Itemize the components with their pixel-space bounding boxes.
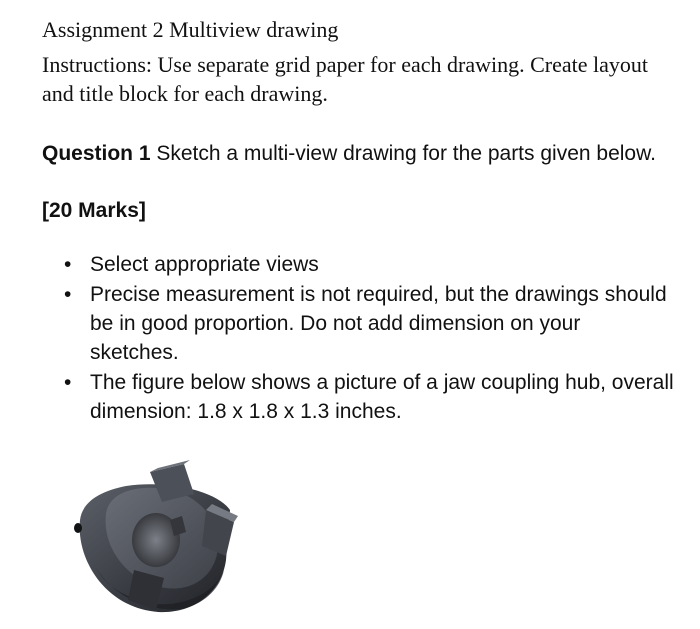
bullet-text: Precise measurement is not required, but the drawings should be in good proportion. Do not add dimension on your sketches. (90, 283, 667, 364)
bullet-text: The figure below shows a picture of a jaw coupling hub, overall dimension: 1.8 x 1.8 x 1.3 inches. (90, 371, 674, 423)
question-1 (42, 140, 662, 168)
question-marks: [20 Marks] (42, 199, 146, 222)
set-screw-hole (74, 523, 82, 533)
bullet-item-views (64, 250, 674, 279)
bullet-text: Select appropriate views (90, 253, 319, 276)
question-label: Question 1 (42, 142, 151, 165)
bullet-marker: • (64, 253, 72, 276)
instructions-text: Instructions: Use separate grid paper for each drawing. Create layout and title block for each drawing. (42, 52, 648, 106)
bullet-item-figure (64, 368, 674, 426)
bullet-marker: • (64, 371, 72, 394)
bullet-marker: • (64, 283, 72, 306)
instruction-bullet-list (64, 250, 674, 427)
page-title: Assignment 2 Multiview drawing (42, 17, 339, 42)
bullet-item-measurement (64, 280, 674, 367)
question-text: Sketch a multi-view drawing for the parts given below. (150, 142, 656, 165)
jaw-coupling-hub-image (66, 450, 246, 618)
